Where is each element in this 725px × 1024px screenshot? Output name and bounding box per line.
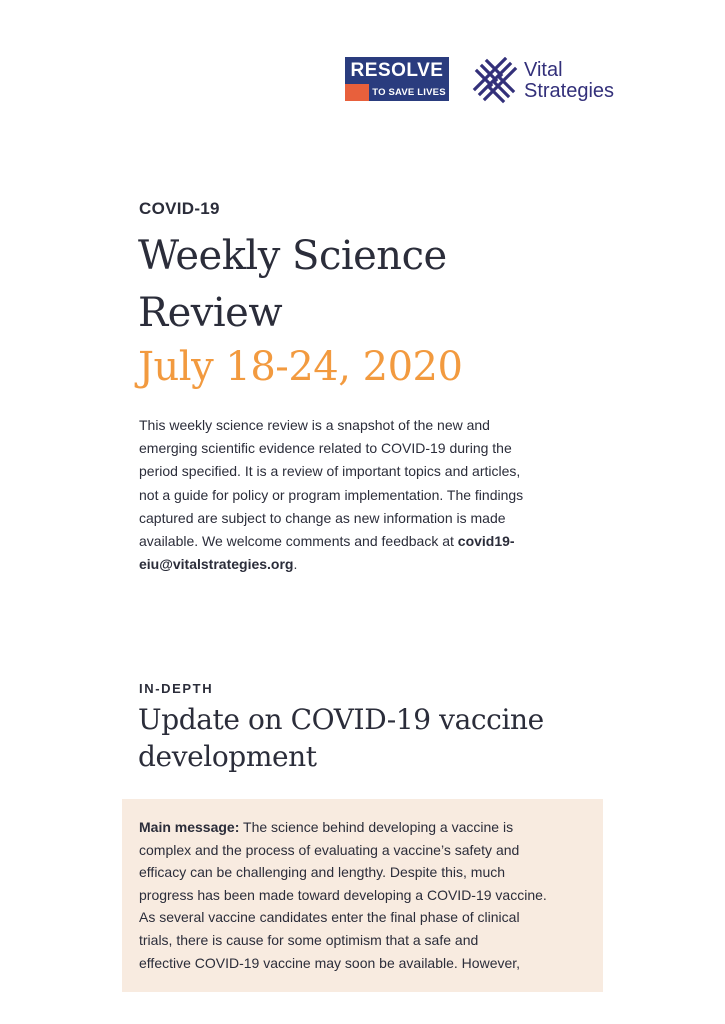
intro-line: captured are subject to change as new information is made — [139, 509, 506, 526]
email-link-part2[interactable]: eiu@vitalstrategies.org — [139, 556, 294, 573]
vital-strategies-logo — [471, 56, 631, 106]
main-message-line: complex and the process of evaluating a vaccine’s safety and — [139, 841, 520, 858]
section-title-line2: development — [138, 740, 317, 773]
main-message-line: As several vaccine candidates enter the final phase of clinical — [139, 909, 520, 926]
section-title-line1: Update on COVID-19 vaccine — [138, 703, 544, 736]
intro-line-email-end — [139, 553, 579, 576]
resolve-to-save-lives-logo — [345, 57, 449, 101]
resolve-logo-top: RESOLVE — [345, 57, 449, 84]
intro-line: This weekly science review is a snapshot of the new and — [139, 417, 490, 433]
section-kicker: IN-DEPTH — [139, 681, 214, 696]
email-link-part1[interactable]: covid19- — [457, 533, 515, 550]
main-message-line: trials, there is cause for some optimism that a safe and — [139, 931, 479, 948]
main-message-box — [122, 799, 603, 992]
intro-line: period specified. It is a review of important topics and articles, — [139, 463, 521, 480]
page-title-line1: Weekly Science — [138, 233, 447, 279]
main-message-line: effective COVID-19 vaccine may soon be available. However, — [139, 954, 521, 971]
resolve-logo-orange-block — [345, 84, 369, 101]
main-message-text — [139, 816, 589, 974]
intro-line-with-email — [139, 530, 579, 553]
section-title — [138, 701, 598, 775]
resolve-logo-tagline: TO SAVE LIVES — [369, 84, 449, 101]
vital-wordmark-line1: Vital — [524, 59, 563, 81]
page-title-line2: Review — [138, 290, 283, 336]
vital-strategies-wordmark — [524, 60, 614, 102]
resolve-logo-bottom — [345, 84, 449, 101]
main-message-line: efficacy can be challenging and lengthy. Despite this, much — [139, 864, 506, 881]
intro-line-text: available. We welcome comments and feedback at — [139, 533, 458, 550]
date-range: July 18-24, 2020 — [138, 344, 463, 390]
vital-strategies-mark-icon — [471, 57, 519, 105]
intro-line: emerging scientific evidence related to COVID-19 during the — [139, 440, 512, 457]
intro-line: not a guide for policy or program implementation. The findings — [139, 486, 524, 503]
main-message-label: Main message: — [139, 819, 240, 835]
main-message-line-text: The science behind developing a vaccine is — [239, 819, 514, 835]
page-title — [138, 228, 638, 342]
main-message-first-line — [139, 816, 589, 839]
main-message-line: progress has been made toward developing a COVID-19 vaccine. — [139, 886, 547, 903]
vital-wordmark-line2: Strategies — [524, 80, 615, 102]
intro-trailing-period: . — [293, 556, 298, 573]
intro-paragraph — [139, 414, 579, 576]
topic-kicker: COVID-19 — [139, 199, 220, 218]
